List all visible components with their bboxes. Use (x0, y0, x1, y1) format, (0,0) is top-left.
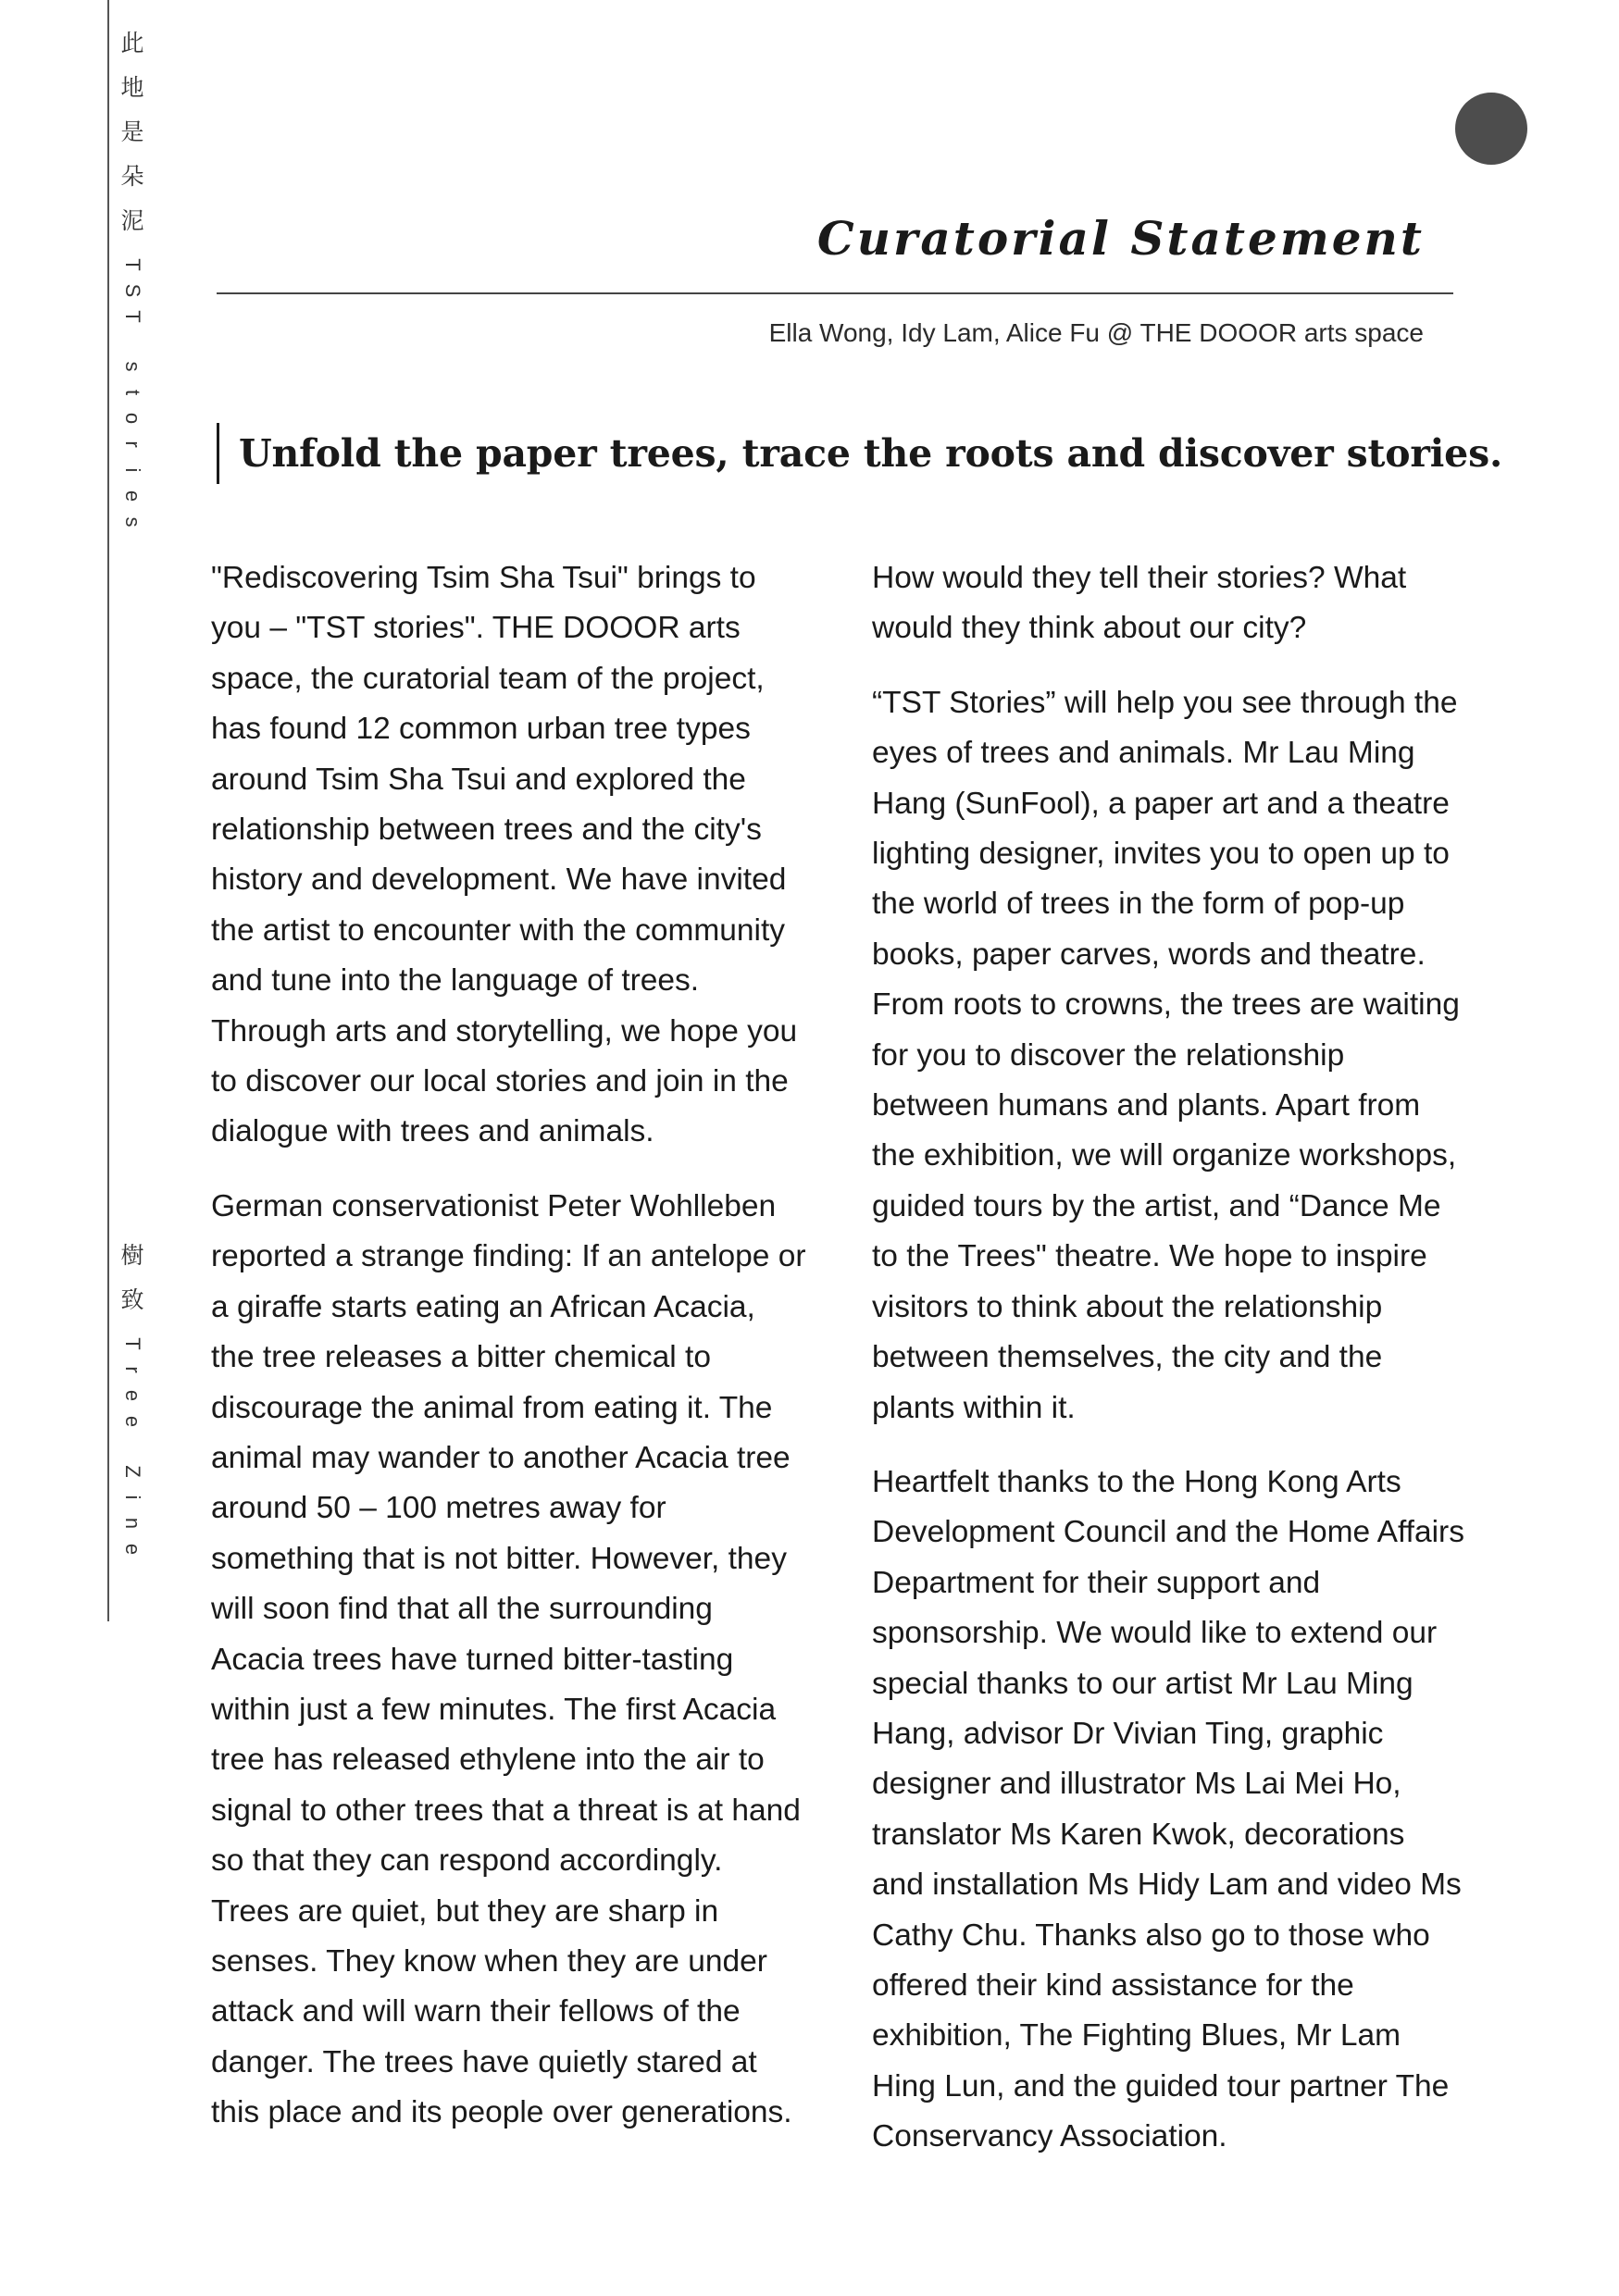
paragraph: Heartfelt thanks to the Hong Kong Arts Development Council and the Home Affairs Department for their support and sponsorship. We would like to extend our special thanks to our artist Mr Lau Ming Hang, advisor Dr Vivian Ting, graphic designer and illustrator Ms Lai Mei Ho, translator Ms Karen Kwok, decorations and installation Ms Hidy Lam and video Ms Cathy Chu. Thanks also go to those who offered their kind assistance for the exhibition, The Fighting Blues, Mr Lam Hing Lun, and the guided tour partner The Conservancy Association. (872, 1464, 1464, 2154)
spine-char: S (121, 283, 144, 298)
spine-char: 樹 (120, 1242, 144, 1269)
spine-char: t (121, 389, 144, 396)
tagline-accent-bar (217, 423, 219, 484)
page-marker-dot (1455, 93, 1527, 165)
paragraph: German conservationist Peter Wohlleben reported a strange finding: If an antelope or a giraffe starts eating an African Acacia, the tree releases a bitter chemical to discourage the animal from eating it. The animal may wander to another Acacia tree around 50 – 100 metres away for something that is not bitter. However, they will soon find that all the surrounding Acacia trees have turned bitter-tasting within just a few minutes. The first Acacia tree has released ethylene into the air to signal to other trees that a threat is at hand so that they can respond accordingly. Trees are quiet, but they are sharp in senses. They know when they are under attack and will warn their fellows of the danger. The trees have quietly stared at this place and its people over generations. (211, 1188, 806, 2130)
paragraph: "Rediscovering Tsim Sha Tsui" brings to you – "TST stories". THE DOOOR arts space, the curatorial team of the project, has found 12 common urban tree types around Tsim Sha Tsui and explored the relationship between trees and the city's history and development. We have invited the artist to encounter with the community and tune into the language of trees. Through arts and storytelling, we hope you to discover our local stories and join in the dialogue with trees and animals. (211, 561, 798, 1149)
byline: Ella Wong, Idy Lam, Alice Fu @ THE DOOOR arts space (768, 318, 1424, 347)
spine-char: e (121, 490, 144, 503)
spine-char: s (121, 516, 144, 527)
spine-char: e (121, 1543, 144, 1556)
spine-char: T (121, 310, 144, 323)
spine-char: 朵 (120, 163, 144, 190)
right-text-column (872, 553, 1520, 2187)
spine-char: 致 (120, 1286, 144, 1313)
spine-char: 是 (120, 118, 144, 145)
spine-label-top (118, 31, 146, 537)
spine-char: o (121, 412, 144, 425)
spine-char: Z (121, 1465, 144, 1478)
paragraph: “TST Stories” will help you see through the eyes of trees and animals. Mr Lau Ming Hang (SunFool), a paper art and a theatre lighting designer, invites you to open up to the world of trees in the form of pop-up books, paper carves, words and theatre. From roots to crowns, the trees are waiting for you to discover the relationship between humans and plants. Apart from the exhibition, we will organize workshops, guided tours by the artist, and “Dance Me to the Trees" theatre. We hope to inspire visitors to think about the relationship between themselves, the city and the plants within it. (872, 685, 1460, 1425)
page-title: Curatorial Statement (816, 211, 1425, 266)
spine-char: e (121, 1389, 144, 1402)
spine-char: 地 (120, 74, 144, 101)
spine-char: 泥 (120, 207, 144, 234)
spine-char: T (121, 258, 144, 271)
spine-label-bottom (118, 1244, 146, 1564)
spine-char: i (121, 467, 144, 473)
paragraph: How would they tell their stories? What would they think about our city? (872, 561, 1407, 646)
spine-char: T (121, 1337, 144, 1350)
spine-char: r (121, 1366, 144, 1373)
spine-char: i (121, 1495, 144, 1500)
left-text-column (211, 553, 841, 2163)
title-divider (217, 292, 1453, 294)
spine-char: e (121, 1415, 144, 1428)
spine-divider-line (107, 0, 109, 1621)
spine-char: 此 (120, 30, 144, 56)
spine-char: n (121, 1517, 144, 1530)
spine-char: r (121, 441, 144, 448)
spine-char: s (121, 361, 144, 372)
tagline-heading: Unfold the paper trees, trace the roots and discover stories. (239, 431, 1503, 476)
